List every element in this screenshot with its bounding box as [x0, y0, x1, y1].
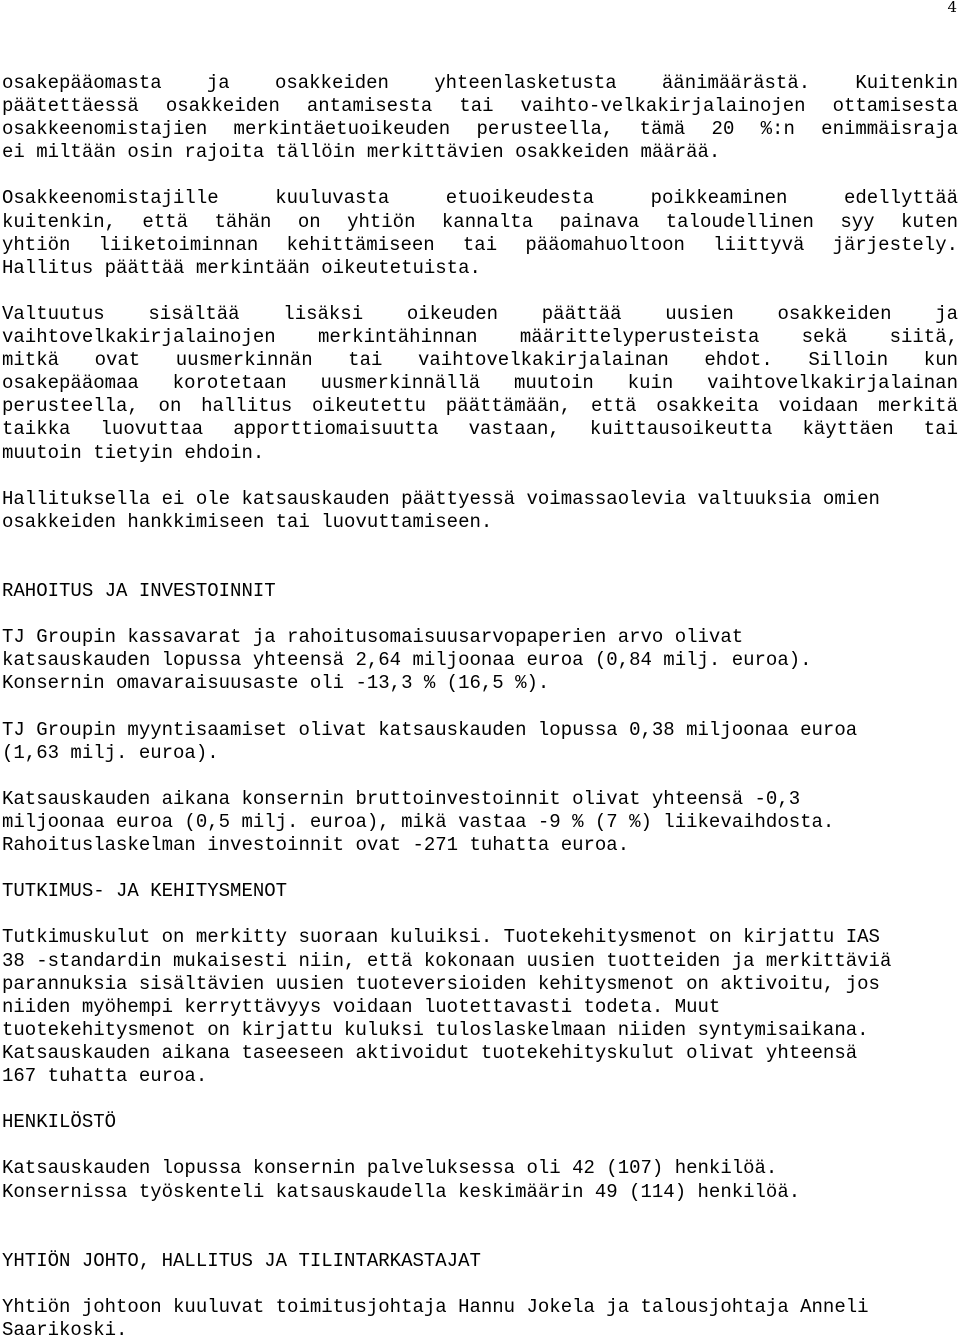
text-line: osakkeiden hankkimiseen tai luovuttamiseen.	[2, 510, 493, 533]
text-line: Katsauskauden lopussa konsernin palveluksessa oli 42 (107) henkilöä.	[2, 1157, 778, 1180]
text-line: parannuksia sisältävien uusien tuoteversioiden kehitysmenot on aktivoitu, jos	[2, 972, 880, 995]
section-heading: RAHOITUS JA INVESTOINNIT	[2, 580, 276, 603]
text-line: kuitenkin, että tähän on yhtiön kannalta painava taloudellinen syy kuten	[2, 210, 958, 233]
text-line: miljoonaa euroa (0,5 milj. euroa), mikä vastaa -9 % (7 %) liikevaihdosta.	[2, 811, 835, 833]
text-line: vaihtovelkakirjalainojen merkintähinnan määrittelyperusteista sekä siitä,	[2, 326, 958, 349]
text-line: Valtuutus sisältää lisäksi oikeuden päättää uusien osakkeiden ja	[2, 302, 958, 325]
section-spacer	[2, 534, 958, 580]
section-spacer	[2, 603, 958, 626]
text-line: Tutkimuskulut on merkitty suoraan kuluiksi. Tuotekehitysmenot on kirjattu IAS	[2, 926, 880, 949]
paragraph	[2, 1157, 958, 1203]
text-line: TJ Groupin kassavarat ja rahoitusomaisuusarvopaperien arvo olivat	[2, 626, 744, 649]
text-line: 167 tuhatta euroa.	[2, 1065, 208, 1088]
text-line: Katsauskauden aikana taseeseen aktivoidut tuotekehityskulut olivat yhteensä	[2, 1041, 858, 1064]
text-line: Hallitus päättää merkintään oikeutetuista.	[2, 256, 481, 279]
page-number: 4	[947, 0, 957, 16]
text-line: Saarikoski.	[2, 1319, 128, 1342]
section-heading: TUTKIMUS- JA KEHITYSMENOT	[2, 880, 288, 903]
text-line: muutoin tietyin ehdoin.	[2, 441, 265, 464]
text-line: tuotekehitysmenot on kirjattu kuluksi tuloslaskelmaan niiden syntymisaikana.	[2, 1018, 869, 1041]
section-spacer	[2, 280, 958, 303]
text-line: ei miltään osin rajoita tällöin merkittävien osakkeiden määrää.	[2, 141, 721, 164]
paragraph	[2, 303, 958, 465]
text-line: Konsernissa työskenteli katsauskaudella keskimäärin 49 (114) henkilöä.	[2, 1180, 801, 1203]
text-line: Katsauskauden aikana konsernin bruttoinvestoinnit olivat yhteensä -0,3	[2, 787, 801, 810]
text-line: niiden myöhempi kerryttävyys voidaan luotettavasti todeta. Muut	[2, 995, 721, 1018]
text-line: mitkä ovat uusmerkinnän tai vaihtovelkakirjalainan ehdot. Silloin kun	[2, 349, 958, 372]
section-spacer	[2, 164, 958, 187]
paragraph	[2, 926, 958, 1088]
document-body	[2, 72, 958, 1342]
paragraph	[2, 719, 958, 765]
text-line: 38 -standardin mukaisesti niin, että kokonaan uusien tuotteiden ja merkittäviä	[2, 949, 892, 972]
text-line: Yhtiön johtoon kuuluvat toimitusjohtaja Hannu Jokela ja talousjohtaja Anneli	[2, 1295, 869, 1318]
text-line: osakepääomaa korotetaan uusmerkinnällä muutoin kuin vaihtovelkakirjalainan	[2, 372, 958, 395]
text-line: (1,63 milj. euroa).	[2, 741, 219, 764]
text-line: TJ Groupin myyntisaamiset olivat katsauskauden lopussa 0,38 miljoonaa euroa	[2, 718, 858, 741]
section-spacer	[2, 1204, 958, 1250]
text-line: Konsernin omavaraisuusaste oli -13,3 % (16,5 %).	[2, 672, 550, 695]
text-line: osakkeenomistajien merkintäetuoikeuden perusteella, tämä 20 %:n enimmäisraja	[2, 118, 958, 141]
text-line: yhtiön liiketoiminnan kehittämiseen tai pääomahuoltoon liittyvä järjestely.	[2, 233, 958, 256]
section-spacer	[2, 1273, 958, 1296]
section-spacer	[2, 765, 958, 788]
section-spacer	[2, 857, 958, 880]
section-heading: HENKILÖSTÖ	[2, 1111, 117, 1134]
section-heading: YHTIÖN JOHTO, HALLITUS JA TILINTARKASTAJAT	[2, 1249, 481, 1272]
paragraph	[2, 187, 958, 279]
paragraph	[2, 1296, 958, 1342]
text-line: osakepääomasta ja osakkeiden yhteenlasketusta äänimäärästä. Kuitenkin	[2, 72, 958, 94]
text-line: katsauskauden lopussa yhteensä 2,64 miljoonaa euroa (0,84 milj. euroa).	[2, 649, 812, 672]
section-spacer	[2, 465, 958, 488]
paragraph	[2, 788, 958, 857]
paragraph	[2, 626, 958, 695]
text-line: perusteella, on hallitus oikeutettu päättämään, että osakkeita voidaan merkitä	[2, 395, 958, 418]
text-line: päätettäessä osakkeiden antamisesta tai vaihto-velkakirjalainojen ottamisesta	[2, 95, 958, 118]
text-line: Osakkeenomistajille kuuluvasta etuoikeudesta poikkeaminen edellyttää	[2, 187, 958, 210]
section-spacer	[2, 1088, 958, 1111]
section-spacer	[2, 1134, 958, 1157]
section-spacer	[2, 903, 958, 926]
paragraph	[2, 488, 958, 534]
text-line: Rahoituslaskelman investoinnit ovat -271 tuhatta euroa.	[2, 834, 630, 857]
section-spacer	[2, 696, 958, 719]
text-line: taikka luovuttaa apporttiomaisuutta vastaan, kuittausoikeutta käyttäen tai	[2, 418, 958, 441]
text-line: Hallituksella ei ole katsauskauden päättyessä voimassaolevia valtuuksia omien	[2, 487, 880, 510]
paragraph	[2, 72, 958, 164]
